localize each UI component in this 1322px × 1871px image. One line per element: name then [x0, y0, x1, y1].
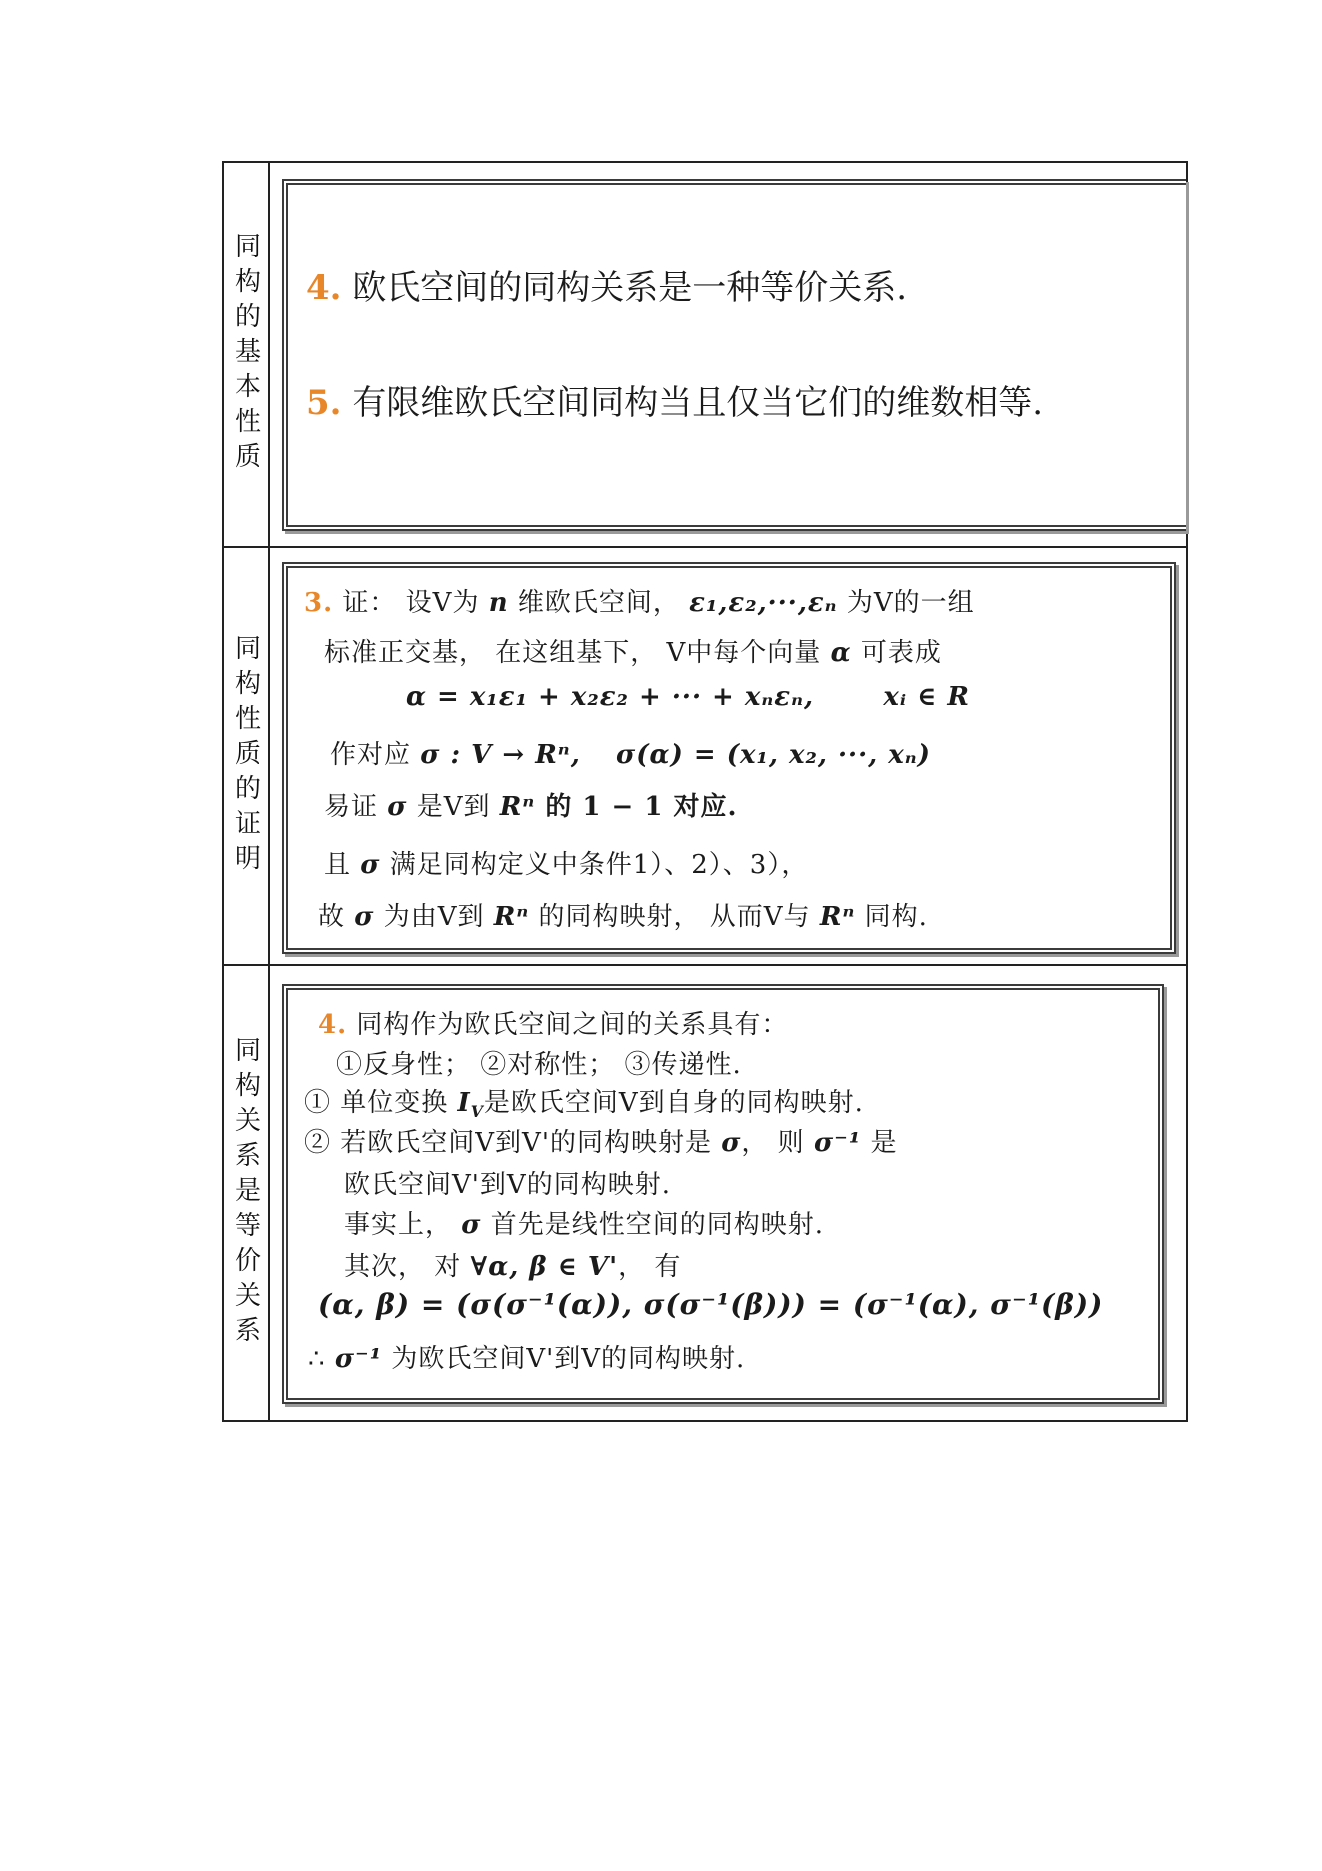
equiv-line-2	[336, 1044, 742, 1081]
math: α = x₁ε₁ + x₂ε₂ + ··· + xₙεₙ,	[406, 682, 815, 712]
text: 的同构映射， 从而V与	[529, 902, 820, 932]
text: 事实上，	[344, 1210, 462, 1240]
math: σ	[354, 902, 375, 932]
text: ， 有	[618, 1252, 682, 1282]
text: 可表成	[851, 638, 942, 668]
equiv-line-1	[318, 1004, 788, 1041]
equiv-line-3	[304, 1082, 864, 1121]
item-number: 4.	[318, 1010, 348, 1040]
proof-line-7	[318, 896, 928, 933]
math: I	[457, 1088, 471, 1118]
math: ∀α, β ∈ V'	[470, 1252, 619, 1282]
text: 为V的一组	[837, 588, 975, 618]
text: 标准正交基， 在这组基下， V中每个向量	[324, 638, 831, 668]
row-header-label: 同构的基本性质	[230, 232, 261, 477]
slide-box	[282, 984, 1164, 1404]
proof-line-2	[324, 632, 942, 669]
math: Rⁿ	[499, 792, 536, 822]
math: (α, β) = (σ(σ⁻¹(α)), σ(σ⁻¹(β))) = (σ⁻¹(α), σ⁻¹(β))	[318, 1288, 1104, 1321]
equiv-line-5	[344, 1164, 671, 1201]
text: ①反身性； ②对称性； ③传递性.	[336, 1050, 742, 1080]
slide-box	[282, 562, 1176, 954]
item-number: 5.	[306, 383, 342, 423]
text: 其次， 对	[344, 1252, 471, 1282]
property-5	[306, 375, 1043, 424]
text: 作对应	[330, 740, 421, 770]
text: 是	[861, 1128, 898, 1158]
math: σ⁻¹	[813, 1128, 862, 1158]
row-header	[224, 548, 270, 964]
math: σ	[387, 792, 408, 822]
math: ε₁,ε₂,···,εₙ	[689, 588, 838, 618]
text: 同构作为欧氏空间之间的关系具有：	[356, 1010, 789, 1040]
text: 故	[318, 902, 355, 932]
table-row	[224, 163, 1186, 548]
row-content	[270, 966, 1186, 1420]
math: σ(α) = (x₁, x₂, ···, xₙ)	[616, 740, 931, 770]
text: ∴	[308, 1344, 335, 1374]
row-header	[224, 966, 270, 1420]
row-content	[270, 548, 1186, 964]
text: 是V到	[407, 792, 500, 822]
table-row	[224, 548, 1186, 966]
slide-box	[282, 179, 1186, 531]
row-content	[270, 163, 1186, 546]
text: 的 1 − 1 对应.	[535, 792, 738, 822]
equiv-formula	[318, 1288, 1103, 1321]
equiv-line-9	[308, 1338, 745, 1375]
math: σ	[461, 1210, 482, 1240]
text: 满足同构定义中条件1）、2）、3），	[380, 850, 809, 880]
row-header	[224, 163, 270, 546]
property-4	[306, 260, 907, 309]
text: ② 若欧氏空间V到V'的同构映射是	[304, 1128, 722, 1158]
text: 维欧氏空间，	[508, 588, 680, 618]
proof-line-4	[330, 734, 931, 771]
text: 首先是线性空间的同构映射.	[481, 1210, 824, 1240]
row-header-label: 同构关系是等价关系	[230, 1035, 261, 1351]
math: σ	[360, 850, 381, 880]
math: xᵢ ∈ R	[883, 682, 971, 712]
text: 欧氏空间V'到V的同构映射.	[344, 1170, 671, 1200]
equiv-line-6	[344, 1204, 824, 1241]
math: σ	[721, 1128, 742, 1158]
item-number: 4.	[306, 268, 342, 308]
math: α	[830, 638, 852, 668]
item-number: 3.	[304, 588, 334, 618]
text: 为欧氏空间V'到V的同构映射.	[382, 1344, 746, 1374]
text: 同构.	[855, 902, 928, 932]
item-text: 有限维欧氏空间同构当且仅当它们的维数相等.	[352, 383, 1044, 423]
math: n	[488, 588, 509, 618]
item-text: 欧氏空间的同构关系是一种等价关系.	[352, 268, 908, 308]
properties-table	[222, 161, 1188, 1422]
equiv-line-4	[304, 1122, 897, 1159]
text: 证： 设V为	[342, 588, 489, 618]
equiv-line-7	[344, 1246, 681, 1283]
text: 易证	[324, 792, 388, 822]
proof-line-5	[324, 786, 738, 823]
math: σ⁻¹	[334, 1344, 383, 1374]
proof-line-6	[324, 844, 808, 881]
text: 是欧氏空间V到自身的同构映射.	[483, 1088, 864, 1118]
text: 为由V到	[374, 902, 494, 932]
proof-line-3	[406, 682, 970, 712]
math: σ : V → Rⁿ,	[420, 740, 581, 770]
row-header-label: 同构性质的证明	[230, 633, 261, 879]
table-row	[224, 966, 1186, 1420]
proof-line-1	[304, 582, 975, 619]
math: V	[470, 1102, 484, 1122]
math: Rⁿ	[493, 902, 530, 932]
math: Rⁿ	[819, 902, 856, 932]
text: 且	[324, 850, 361, 880]
text: ， 则	[741, 1128, 814, 1158]
text: ① 单位变换	[304, 1088, 458, 1118]
